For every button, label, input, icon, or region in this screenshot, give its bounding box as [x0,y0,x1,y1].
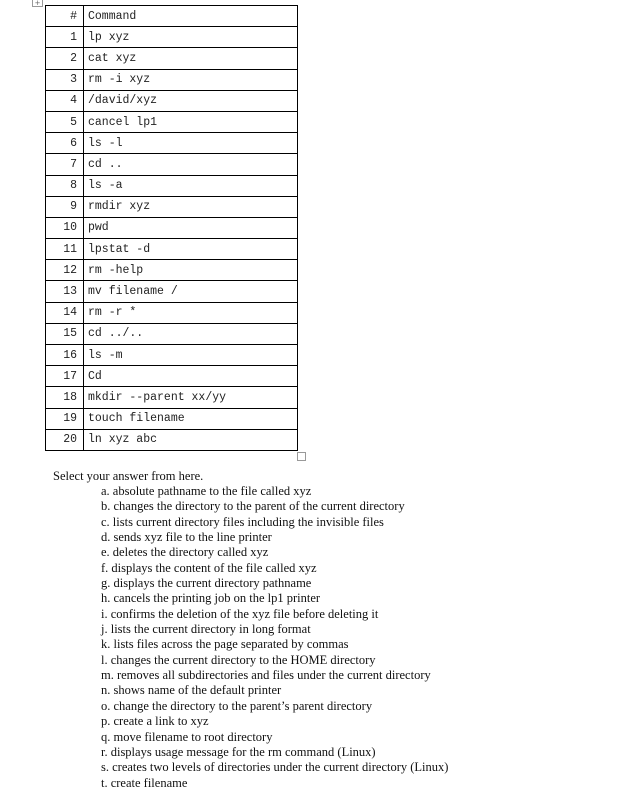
row-number: 7 [46,154,84,175]
command-cell: mkdir --parent xx/yy [84,387,298,408]
answer-option: s. creates two levels of directories under the current directory (Linux) [101,760,449,775]
table-header-row [46,6,298,27]
table-row [46,345,298,366]
row-number: 15 [46,323,84,344]
row-number: 20 [46,429,84,450]
header-command: Command [84,6,298,27]
command-cell: rm -i xyz [84,69,298,90]
table-row [46,366,298,387]
row-number: 4 [46,90,84,111]
row-number: 3 [46,69,84,90]
answer-option: h. cancels the printing job on the lp1 printer [101,591,321,606]
row-number: 6 [46,133,84,154]
command-cell: ls -a [84,175,298,196]
answer-option: m. removes all subdirectories and files under the current directory [101,668,431,683]
table-row [46,69,298,90]
row-number: 5 [46,111,84,132]
row-number: 1 [46,27,84,48]
table-row [46,408,298,429]
answer-option: o. change the directory to the parent’s parent directory [101,698,373,713]
answer-option: l. changes the current directory to the HOME directory [101,652,376,667]
command-cell: /david/xyz [84,90,298,111]
answer-option: n. shows name of the default printer [101,683,282,698]
table-row [46,133,298,154]
table-move-handle[interactable]: + [32,0,43,7]
row-number: 10 [46,217,84,238]
row-number: 18 [46,387,84,408]
row-number: 9 [46,196,84,217]
table-row [46,196,298,217]
command-cell: lpstat -d [84,239,298,260]
table-row [46,281,298,302]
answer-option: j. lists the current directory in long format [101,622,311,637]
answer-option: b. changes the directory to the parent of the current directory [101,499,405,514]
answer-option: f. displays the content of the file called xyz [101,560,317,575]
command-cell: rmdir xyz [84,196,298,217]
command-cell: mv filename / [84,281,298,302]
row-number: 2 [46,48,84,69]
table-row [46,48,298,69]
answer-option: g. displays the current directory pathname [101,576,312,591]
row-number: 12 [46,260,84,281]
answer-option: t. create filename [101,775,188,790]
command-cell: rm -r * [84,302,298,323]
table-row [46,429,298,450]
table-row [46,239,298,260]
answer-option: e. deletes the directory called xyz [101,545,269,560]
table-row [46,260,298,281]
row-number: 16 [46,345,84,366]
command-cell: ls -l [84,133,298,154]
answer-option: c. lists current directory files including the invisible files [101,514,384,529]
row-number: 8 [46,175,84,196]
answer-option: p. create a link to xyz [101,714,209,729]
row-number: 17 [46,366,84,387]
row-number: 13 [46,281,84,302]
table-row [46,323,298,344]
table-row [46,27,298,48]
answer-list [101,484,448,791]
table-row [46,387,298,408]
command-cell: touch filename [84,408,298,429]
command-cell: rm -help [84,260,298,281]
table-row [46,154,298,175]
answer-prompt: Select your answer from here. [53,469,204,483]
answer-option: d. sends xyz file to the line printer [101,530,272,545]
command-cell: cat xyz [84,48,298,69]
table-row [46,302,298,323]
answer-option: r. displays usage message for the rm command (Linux) [101,744,376,759]
table-row [46,217,298,238]
command-cell: pwd [84,217,298,238]
row-number: 19 [46,408,84,429]
table-row [46,175,298,196]
row-number: 14 [46,302,84,323]
command-cell: cd ../.. [84,323,298,344]
table-row [46,90,298,111]
commands-table [45,5,298,451]
answer-option: a. absolute pathname to the file called xyz [101,484,312,498]
command-cell: cancel lp1 [84,111,298,132]
table-resize-handle[interactable] [297,452,306,461]
answer-option: q. move filename to root directory [101,729,273,744]
row-number: 11 [46,239,84,260]
command-cell: cd .. [84,154,298,175]
command-cell: lp xyz [84,27,298,48]
answer-option: k. lists files across the page separated by commas [101,637,349,652]
command-cell: ls -m [84,345,298,366]
command-cell: Cd [84,366,298,387]
command-cell: ln xyz abc [84,429,298,450]
header-number: # [46,6,84,27]
answer-option: i. confirms the deletion of the xyz file before deleting it [101,606,379,621]
table-row [46,111,298,132]
